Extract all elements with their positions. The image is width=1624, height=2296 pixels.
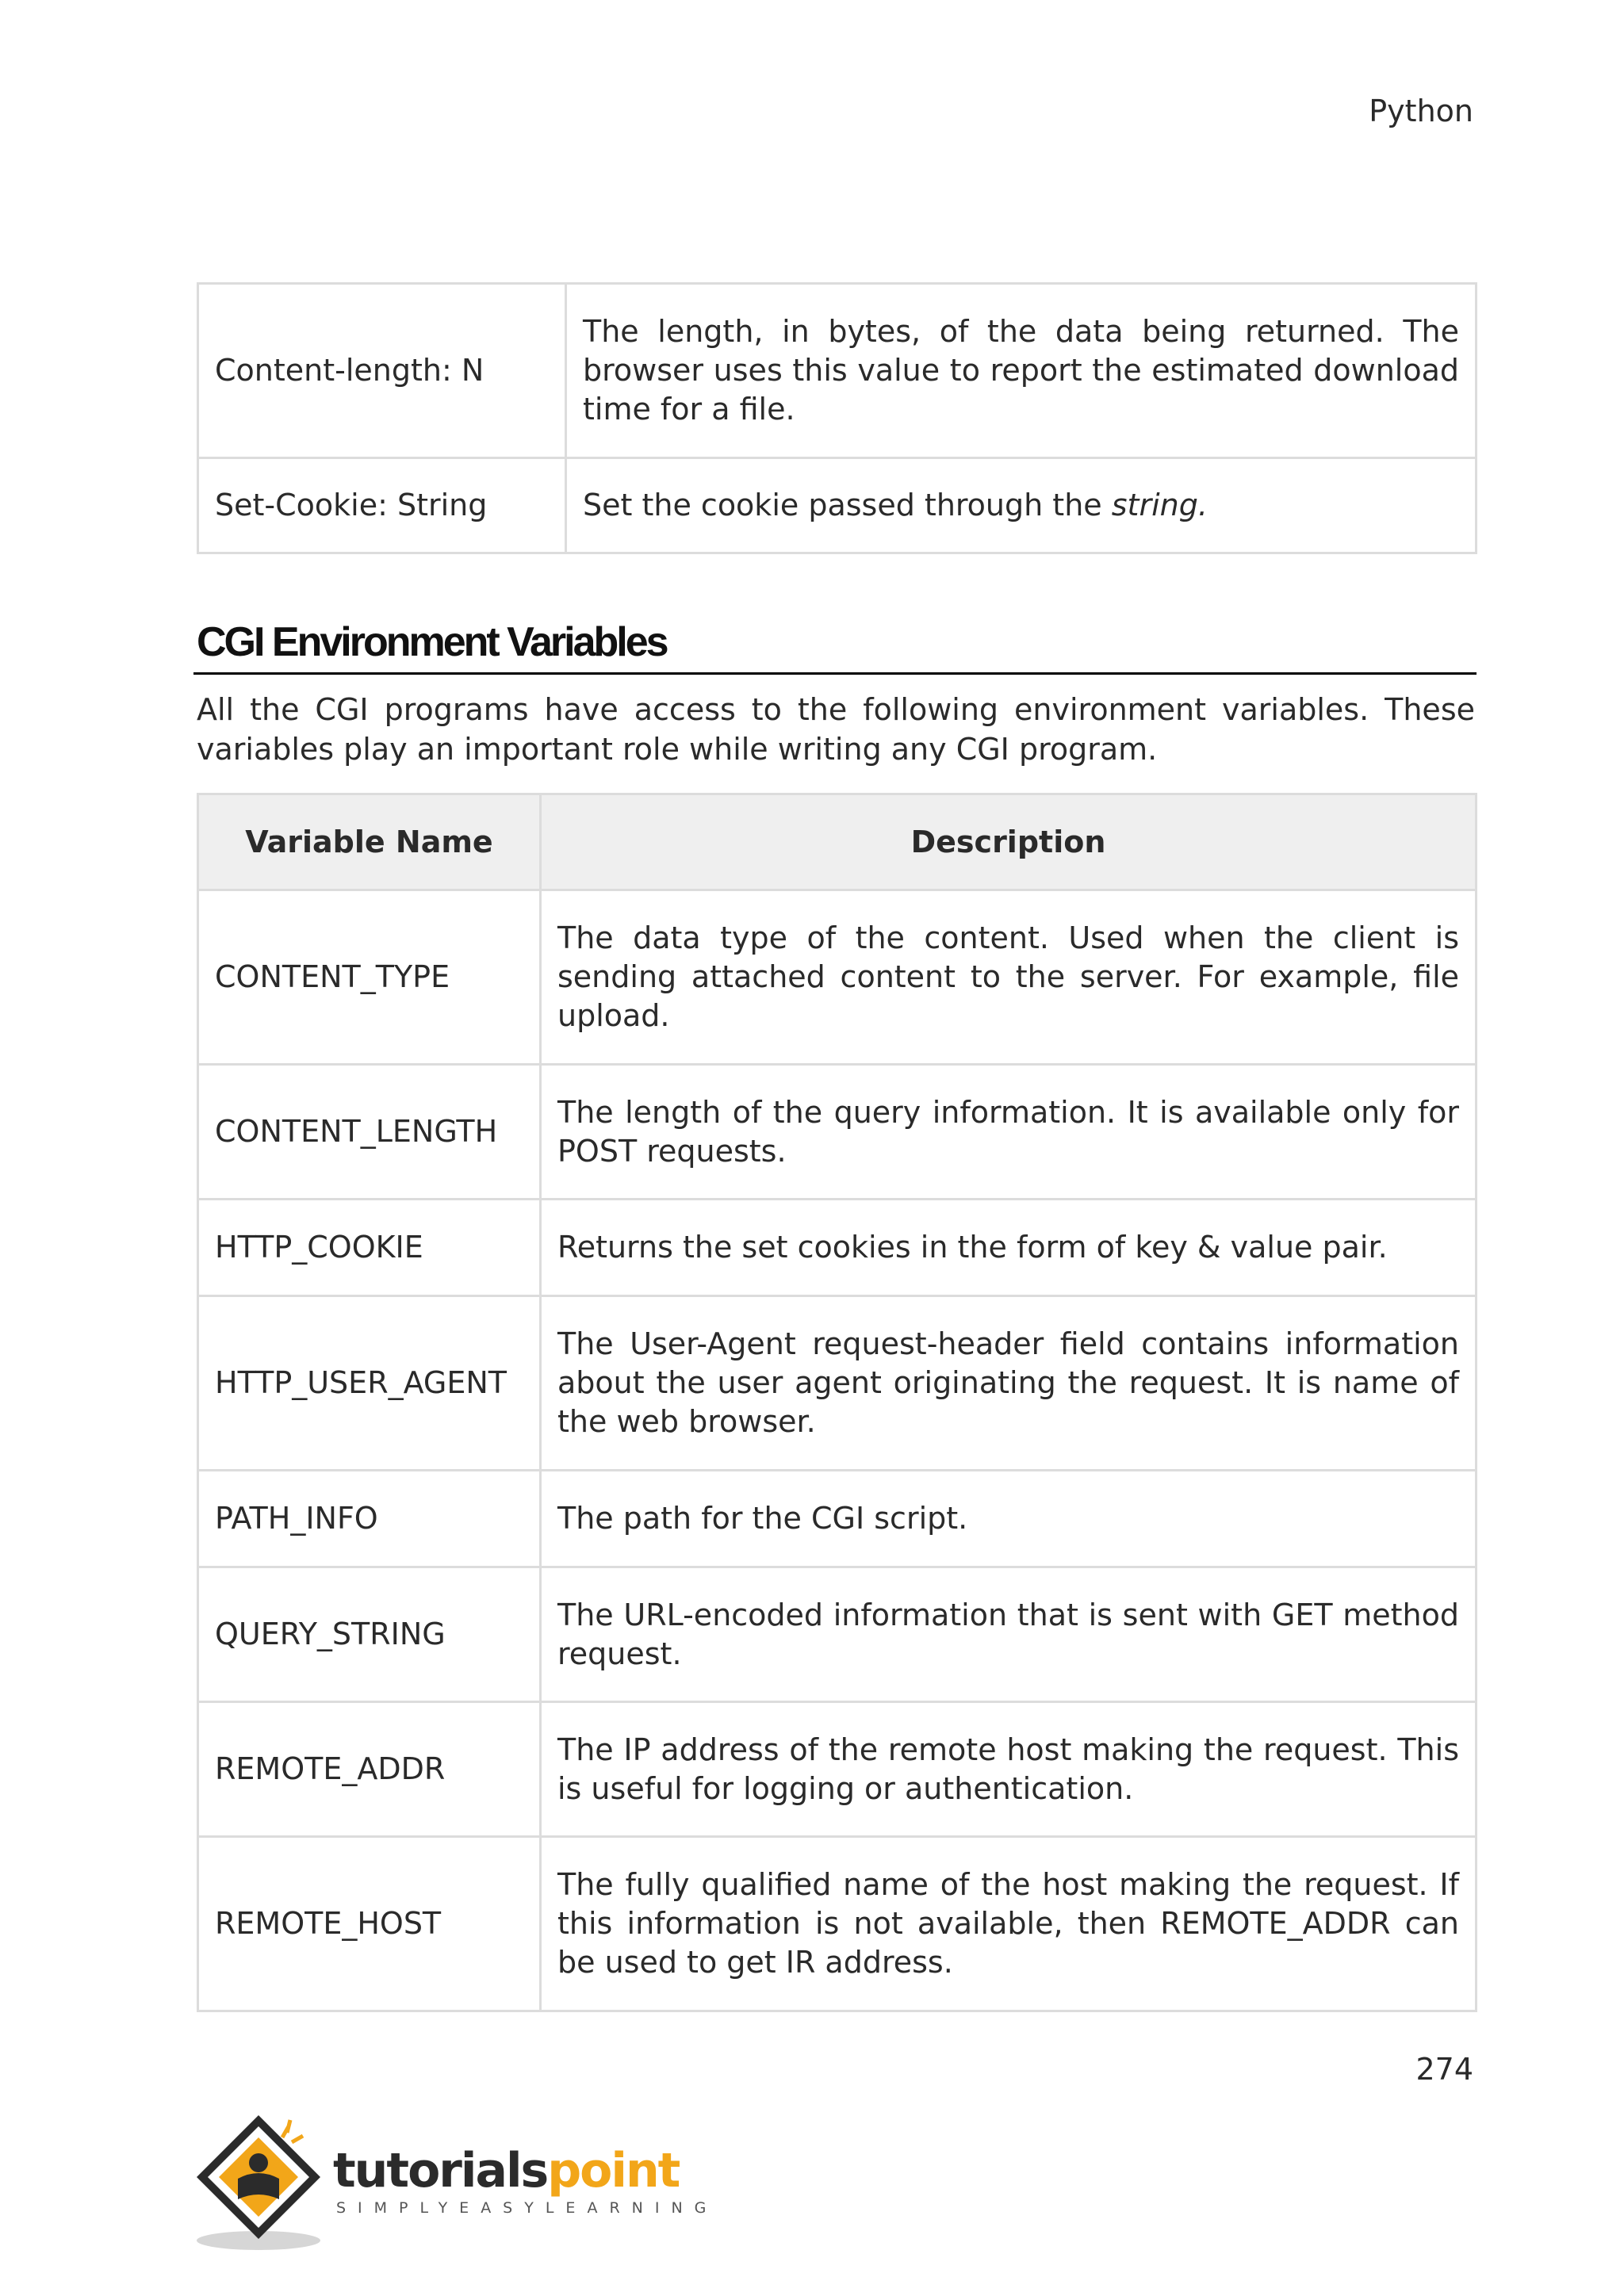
table-row [198,1837,1477,2011]
logo-tagline: SIMPLYEASYLEARNING [336,2199,718,2217]
env-variables-table [197,793,1477,2012]
variable-name-cell: CONTENT_LENGTH [198,1065,541,1200]
table-row [198,1065,1477,1200]
table-row [198,1296,1477,1471]
variable-name-cell: REMOTE_ADDR [198,1702,541,1837]
variable-description-cell: The IP address of the remote host making the request. This is useful for logging or authentication. [541,1702,1477,1837]
logo-word-tutorials: tutorials [333,2143,548,2198]
variable-description-cell: The data type of the content. Used when the client is sending attached content to the server. For example, file upload. [541,890,1477,1065]
variable-description-cell: The path for the CGI script. [541,1471,1477,1567]
section-intro: All the CGI programs have access to the following environment variables. These variables play an important role while writing any CGI program. [197,692,1475,767]
variable-name-cell: REMOTE_HOST [198,1837,541,2011]
section-divider [193,672,1477,675]
header-description-cell: The length, in bytes, of the data being returned. The browser uses this value to report the estimated download time for a file. [566,284,1477,458]
variable-description-cell: The fully qualified name of the host making the request. If this information is not available, then REMOTE_ADDR can be used to get IR address. [541,1837,1477,2011]
table-row [198,890,1477,1065]
logo-word-point: point [547,2143,680,2198]
variable-description-cell: The URL-encoded information that is sent with GET method request. [541,1567,1477,1702]
variable-description-cell: The User-Agent request-header field contains information about the user agent originating the request. It is name of the web browser. [541,1296,1477,1471]
table-header-row [198,794,1477,890]
logo-emblem-icon [193,2110,336,2253]
http-header-table [197,282,1477,554]
table-row [198,458,1477,553]
column-header-variable-name: Variable Name [198,794,541,890]
tutorialspoint-logo [193,2110,718,2253]
variable-description-cell: The length of the query information. It is available only for POST requests. [541,1065,1477,1200]
variable-name-cell: PATH_INFO [198,1471,541,1567]
variable-name-cell: HTTP_COOKIE [198,1200,541,1296]
description-emphasis: string. [1111,488,1208,522]
logo-wordmark [333,2143,680,2198]
header-description-cell [566,458,1477,553]
header-name-cell: Set-Cookie: String [198,458,566,553]
running-header: Python [1369,94,1473,128]
header-name-cell: Content-length: N [198,284,566,458]
column-header-description: Description [541,794,1477,890]
variable-name-cell: HTTP_USER_AGENT [198,1296,541,1471]
variable-description-cell: Returns the set cookies in the form of key & value pair. [541,1200,1477,1296]
variable-name-cell: QUERY_STRING [198,1567,541,1702]
table-row [198,1200,1477,1296]
table-row [198,1702,1477,1837]
table-row [198,1471,1477,1567]
variable-name-cell: CONTENT_TYPE [198,890,541,1065]
section-title: CGI Environment Variables [197,619,667,665]
table-row [198,284,1477,458]
page-number: 274 [1415,2052,1473,2087]
table-row [198,1567,1477,1702]
description-text: Set the cookie passed through the [583,488,1112,522]
